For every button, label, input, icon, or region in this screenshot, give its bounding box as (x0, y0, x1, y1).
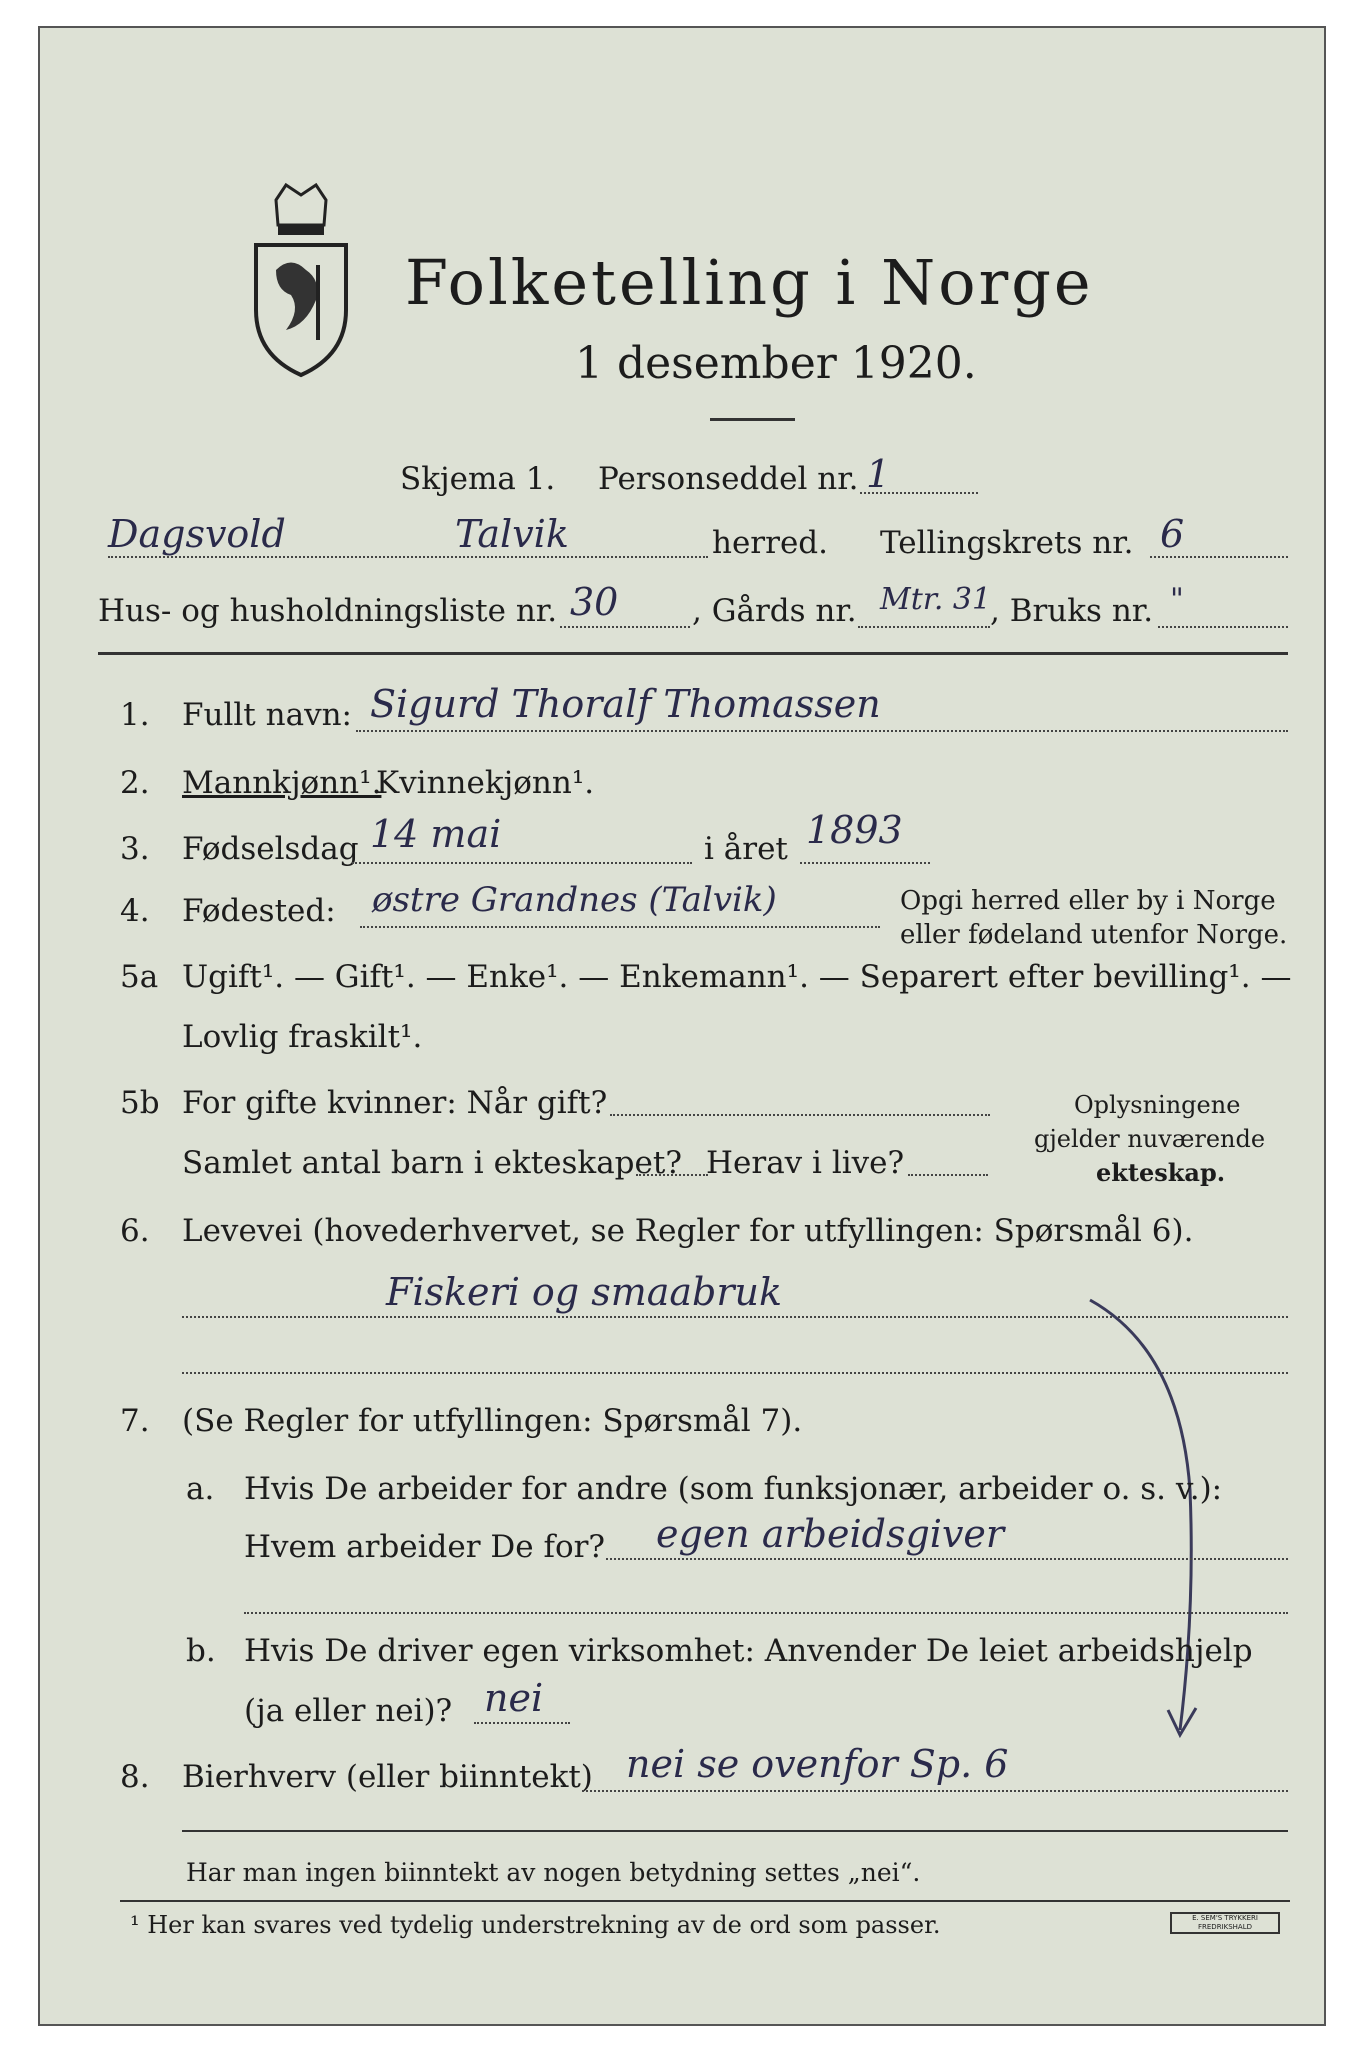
q3-birthday-value: 14 mai (370, 812, 502, 856)
q5b-married-when-line (610, 1114, 990, 1116)
q1-number: 1. (120, 697, 150, 733)
q7a-employer-value: egen arbeidsgiver (656, 1512, 1005, 1556)
q7a-question-line1: Hvis De arbeider for andre (som funksjonær, arbeider o. s. v.): (244, 1471, 1223, 1507)
hus-line (560, 626, 690, 628)
q7b-question-line2: (ja eller nei)? (244, 1693, 453, 1729)
footnote-divider (120, 1900, 1290, 1902)
q1-label: Fullt navn: (182, 697, 352, 733)
q7a-question-line2: Hvem arbeider De for? (244, 1529, 606, 1565)
q3-year-label: i året (704, 831, 788, 867)
q4-note-line2: eller fødeland utenfor Norge. (900, 920, 1288, 950)
q8-line (582, 1790, 1288, 1792)
gards-value: Mtr. 31 (880, 582, 992, 617)
q1-full-name-value: Sigurd Thoralf Thomassen (370, 682, 881, 726)
notes-divider (182, 1830, 1288, 1832)
q5a-options-line2: Lovlig fraskilt¹. (182, 1019, 423, 1055)
q4-label: Fødested: (182, 893, 336, 929)
printer-stamp: E. SEM'S TRYKKERI FREDRIKSHALD (1170, 1912, 1280, 1934)
hus-value: 30 (570, 580, 619, 624)
q6-occupation-value: Fiskeri og smaabruk (386, 1270, 783, 1314)
bruks-line (1158, 626, 1288, 628)
herred-label: herred. (712, 525, 828, 561)
q5b-note-line2: gjelder nuværende (1034, 1125, 1266, 1153)
q7b-question-line1: Hvis De driver egen virksomhet: Anvender De leiet arbeidshjelp (244, 1633, 1253, 1669)
personseddel-line (860, 492, 978, 494)
note-text: Har man ingen biinntekt av nogen betydning settes „nei“. (186, 1858, 921, 1887)
personseddel-value: 1 (866, 452, 891, 496)
q8-side-income-value: nei se ovenfor Sp. 6 (626, 1742, 1009, 1786)
header-divider (98, 652, 1288, 655)
q4-note-line1: Opgi herred eller by i Norge (900, 886, 1276, 916)
q7b-answer-value: nei (484, 1676, 544, 1720)
handwritten-arrow (1080, 1290, 1220, 1750)
q5a-options-line1: Ugift¹. — Gift¹. — Enke¹. — Enkemann¹. — Separert efter bevilling¹. — (182, 959, 1292, 995)
herred-value-1: Dagsvold (108, 512, 286, 556)
q6-label: Levevei (hovederhvervet, se Regler for utfyllingen: Spørsmål 6). (182, 1213, 1194, 1249)
herred-value-2: Talvik (455, 512, 569, 556)
q4-line (360, 926, 880, 928)
q3-year-value: 1893 (806, 808, 903, 852)
q1-line (356, 730, 1288, 732)
bruks-label: , Bruks nr. (990, 593, 1154, 629)
q5b-alive-label: Herav i live? (706, 1145, 905, 1181)
gards-label: , Gårds nr. (692, 593, 857, 629)
hus-label: Hus- og husholdningsliste nr. (98, 593, 558, 629)
q3-line (352, 862, 692, 864)
title-divider (710, 418, 795, 421)
q3-year-line (800, 862, 930, 864)
q6-number: 6. (120, 1213, 150, 1249)
q8-number: 8. (120, 1759, 150, 1795)
q5b-number: 5b (120, 1085, 160, 1121)
coat-of-arms-emblem (246, 180, 356, 380)
tellingskrets-line (1150, 556, 1288, 558)
q5b-children-line (636, 1174, 708, 1176)
q2-option-female: Kvinnekjønn¹. (376, 765, 595, 801)
form-date: 1 desember 1920. (575, 338, 977, 389)
skjema-label: Skjema 1. (400, 461, 556, 497)
q7a-line1 (606, 1558, 1288, 1560)
q5b-note-line1: Oplysningene (1074, 1091, 1241, 1119)
q7-label: (Se Regler for utfyllingen: Spørsmål 7). (182, 1403, 803, 1439)
q5a-number: 5a (120, 959, 159, 995)
q2-number: 2. (120, 765, 150, 801)
bruks-value: " (1170, 582, 1184, 617)
q5b-married-when-label: For gifte kvinner: Når gift? (182, 1085, 608, 1121)
personseddel-label: Personseddel nr. (598, 461, 859, 497)
q8-label: Bierhverv (eller biinntekt) (182, 1759, 593, 1795)
q7b-line (474, 1722, 570, 1724)
q4-number: 4. (120, 893, 150, 929)
q3-label: Fødselsdag (182, 831, 359, 867)
q5b-children-label: Samlet antal barn i ekteskapet? (182, 1145, 682, 1181)
q5b-alive-line (908, 1174, 988, 1176)
q4-birthplace-value: østre Grandnes (Talvik) (372, 880, 777, 920)
form-title: Folketelling i Norge (405, 246, 1094, 319)
q7-number: 7. (120, 1403, 150, 1439)
herred-line (108, 556, 708, 558)
tellingskrets-value: 6 (1160, 512, 1185, 556)
gards-line (858, 626, 990, 628)
q2-option-male: Mannkjønn¹. (182, 765, 382, 801)
q7b-letter: b. (186, 1633, 216, 1669)
q5b-note-line3: ekteskap. (1096, 1158, 1226, 1187)
q7a-letter: a. (186, 1471, 215, 1507)
footnote-text: ¹ Her kan svares ved tydelig understrekning av de ord som passer. (130, 1911, 941, 1939)
q3-number: 3. (120, 831, 150, 867)
tellingskrets-label: Tellingskrets nr. (880, 525, 1134, 561)
q7a-line2 (244, 1612, 1288, 1614)
